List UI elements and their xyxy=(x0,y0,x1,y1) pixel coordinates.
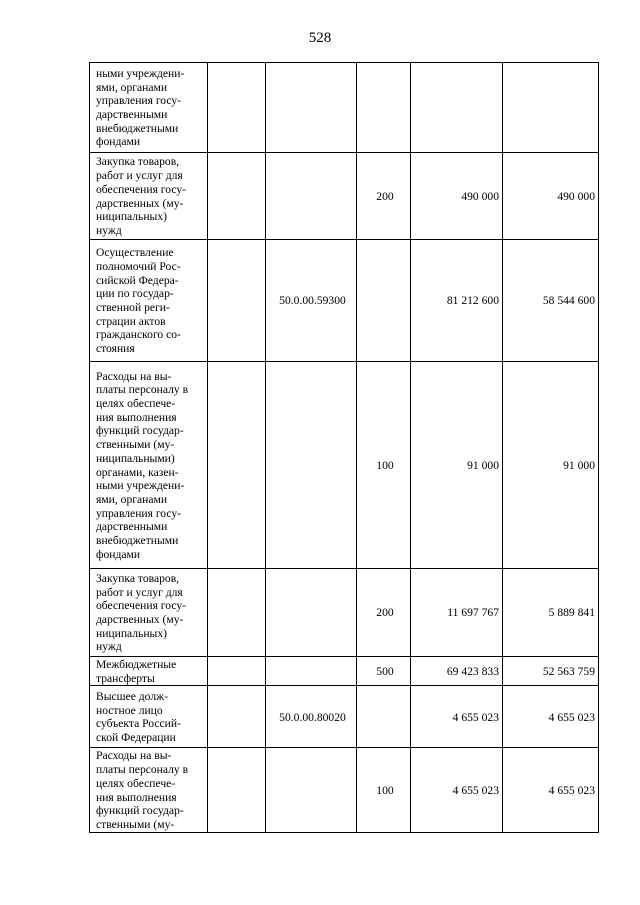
description-line: ными учреждени- xyxy=(96,479,185,493)
target-code-cell xyxy=(266,657,357,686)
row-description xyxy=(90,63,208,153)
expense-type-cell: 200 xyxy=(357,569,411,657)
description-line: сийской Федера- xyxy=(96,273,179,287)
table-row xyxy=(90,748,599,832)
amount-year1-cell: 490 000 xyxy=(411,153,503,240)
row-description xyxy=(90,569,208,657)
description-line: целях обеспече- xyxy=(96,396,176,410)
description-line: внебюджетными xyxy=(96,534,179,548)
expense-type-cell xyxy=(357,63,411,153)
description-line: ции по государ- xyxy=(96,287,174,301)
section-cell xyxy=(208,686,266,748)
section-cell xyxy=(208,63,266,153)
amount-year2-cell: 58 544 600 xyxy=(503,240,599,362)
target-code-cell xyxy=(266,569,357,657)
description-line: страции актов xyxy=(96,314,166,328)
description-line: гражданского со- xyxy=(96,328,181,342)
description-line: ями, органами xyxy=(96,80,168,94)
amount-year2-cell: 91 000 xyxy=(503,362,599,569)
description-line: обеспечения госу- xyxy=(96,599,187,613)
description-line: ностное лицо xyxy=(96,703,163,717)
amount-year1-cell: 91 000 xyxy=(411,362,503,569)
section-cell xyxy=(208,240,266,362)
description-line: ными учреждени- xyxy=(96,66,185,80)
description-line: ственными (му- xyxy=(96,817,175,831)
amount-year2-cell: 490 000 xyxy=(503,153,599,240)
amount-year1-cell xyxy=(411,63,503,153)
expense-type-cell: 100 xyxy=(357,362,411,569)
description-line: Закупка товаров, xyxy=(96,155,180,169)
description-line: платы персоналу в xyxy=(96,763,189,777)
description-line: обеспечения госу- xyxy=(96,182,187,196)
table-row xyxy=(90,569,599,657)
table-body xyxy=(90,63,599,833)
description-line: Расходы на вы- xyxy=(96,749,172,763)
description-line: Осуществление xyxy=(96,246,174,260)
amount-year1-cell: 69 423 833 xyxy=(411,657,503,686)
section-cell xyxy=(208,748,266,832)
description-line: Высшее долж- xyxy=(96,690,168,703)
amount-year2-cell xyxy=(503,63,599,153)
description-line: управления госу- xyxy=(96,94,182,108)
amount-year1-cell: 4 655 023 xyxy=(411,748,503,832)
description-line: ской Федерации xyxy=(96,731,176,745)
section-cell xyxy=(208,362,266,569)
description-line: целях обеспече- xyxy=(96,776,176,790)
section-cell xyxy=(208,153,266,240)
description-line: полномочий Рос- xyxy=(96,259,181,273)
description-line: трансферты xyxy=(96,671,155,685)
amount-year2-cell: 5 889 841 xyxy=(503,569,599,657)
row-description xyxy=(90,657,208,686)
expense-type-cell: 500 xyxy=(357,657,411,686)
description-line: функций государ- xyxy=(96,424,184,438)
amount-year2-cell: 4 655 023 xyxy=(503,686,599,748)
table-row xyxy=(90,362,599,569)
description-line: ственной реги- xyxy=(96,301,170,314)
description-line: фондами xyxy=(96,135,141,149)
description-line: ниципальных) xyxy=(96,626,167,640)
budget-table xyxy=(89,62,599,833)
description-line: нужд xyxy=(96,640,122,654)
expense-type-cell xyxy=(357,686,411,748)
description-line: Межбюджетные xyxy=(96,658,177,671)
description-line: дарственными xyxy=(96,108,168,121)
description-line: ственными (му- xyxy=(96,438,175,452)
target-code-cell: 50.0.00.59300 xyxy=(266,240,357,362)
description-line: ями, органами xyxy=(96,492,168,506)
row-description xyxy=(90,153,208,240)
description-line: Расходы на вы- xyxy=(96,369,172,383)
description-line: органами, казен- xyxy=(96,465,179,479)
target-code-cell xyxy=(266,748,357,832)
row-description xyxy=(90,240,208,362)
target-code-cell: 50.0.00.80020 xyxy=(266,686,357,748)
description-line: дарственными xyxy=(96,520,168,534)
description-line: ния выполнения xyxy=(96,790,177,804)
description-line: нужд xyxy=(96,223,122,237)
description-line: фондами xyxy=(96,547,141,561)
description-line: дарственных (му- xyxy=(96,196,184,210)
description-line: дарственных (му- xyxy=(96,613,184,626)
description-line: ния выполнения xyxy=(96,410,177,424)
table-row xyxy=(90,657,599,686)
description-line: платы персоналу в xyxy=(96,383,189,397)
section-cell xyxy=(208,657,266,686)
description-line: работ и услуг для xyxy=(96,585,183,599)
description-line: ниципальных) xyxy=(96,210,167,224)
target-code-cell xyxy=(266,63,357,153)
description-line: субъекта Россий- xyxy=(96,717,181,731)
table-row xyxy=(90,240,599,362)
expense-type-cell: 200 xyxy=(357,153,411,240)
description-line: управления госу- xyxy=(96,506,182,520)
description-line: работ и услуг для xyxy=(96,169,183,183)
expense-type-cell: 100 xyxy=(357,748,411,832)
row-description xyxy=(90,748,208,832)
target-code-cell xyxy=(266,362,357,569)
table-row xyxy=(90,63,599,153)
amount-year2-cell: 4 655 023 xyxy=(503,748,599,832)
description-line: внебюджетными xyxy=(96,121,179,135)
target-code-cell xyxy=(266,153,357,240)
amount-year1-cell: 81 212 600 xyxy=(411,240,503,362)
amount-year2-cell: 52 563 759 xyxy=(503,657,599,686)
page-number: 528 xyxy=(308,30,332,46)
description-line: ниципальными) xyxy=(96,451,175,465)
row-description xyxy=(90,362,208,569)
section-cell xyxy=(208,569,266,657)
amount-year1-cell: 11 697 767 xyxy=(411,569,503,657)
description-line: Закупка товаров, xyxy=(96,571,180,585)
amount-year1-cell: 4 655 023 xyxy=(411,686,503,748)
expense-type-cell xyxy=(357,240,411,362)
table-row xyxy=(90,153,599,240)
row-description xyxy=(90,686,208,748)
description-line: стояния xyxy=(96,342,135,356)
table-row xyxy=(90,686,599,748)
description-line: функций государ- xyxy=(96,804,184,818)
